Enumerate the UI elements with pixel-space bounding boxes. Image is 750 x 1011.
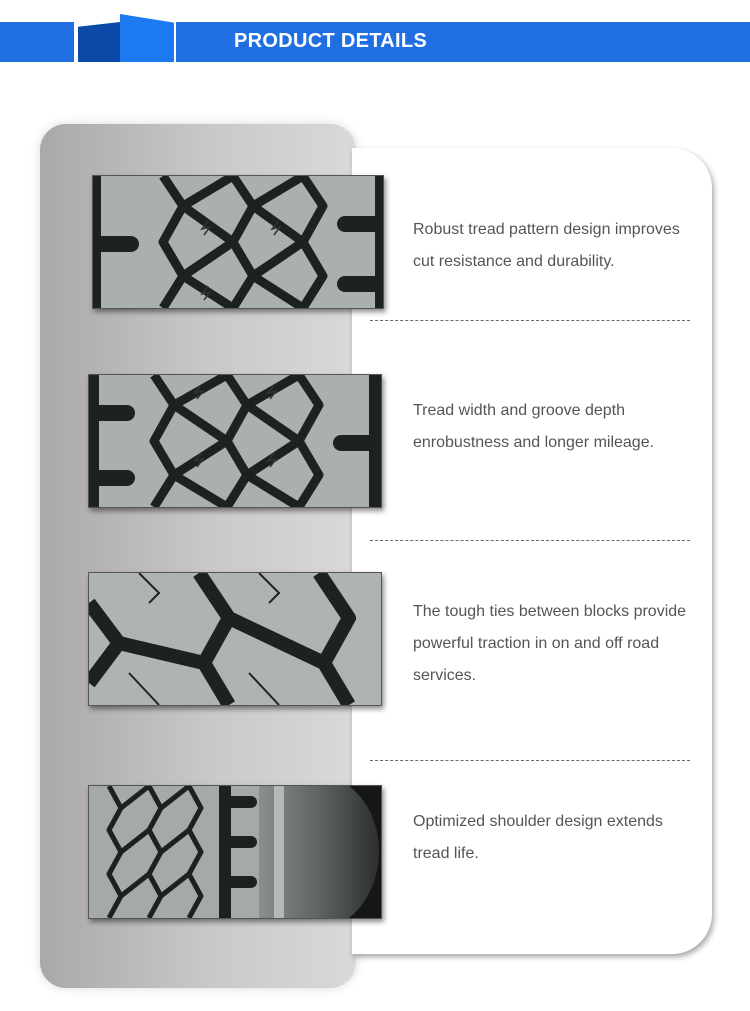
feature-text-1: Robust tread pattern design improves cut resistance and durability. <box>413 221 680 270</box>
feature-text-3: The tough ties between blocks provide powerful traction in on and off road services. <box>413 603 687 684</box>
divider <box>370 320 690 321</box>
feature-text-4: Optimized shoulder design extends tread life. <box>413 813 663 862</box>
divider <box>370 760 690 761</box>
page-title: PRODUCT DETAILS <box>234 30 428 52</box>
header-decor-dark <box>78 22 120 62</box>
feature-text-2: Tread width and groove depth enrobustness and longer mileage. <box>413 402 655 451</box>
tread-shoulder-image <box>88 785 382 919</box>
tread-ties-image <box>88 572 382 706</box>
divider <box>370 540 690 541</box>
tread-width-image <box>88 374 382 508</box>
tread-pattern-image <box>92 175 384 309</box>
